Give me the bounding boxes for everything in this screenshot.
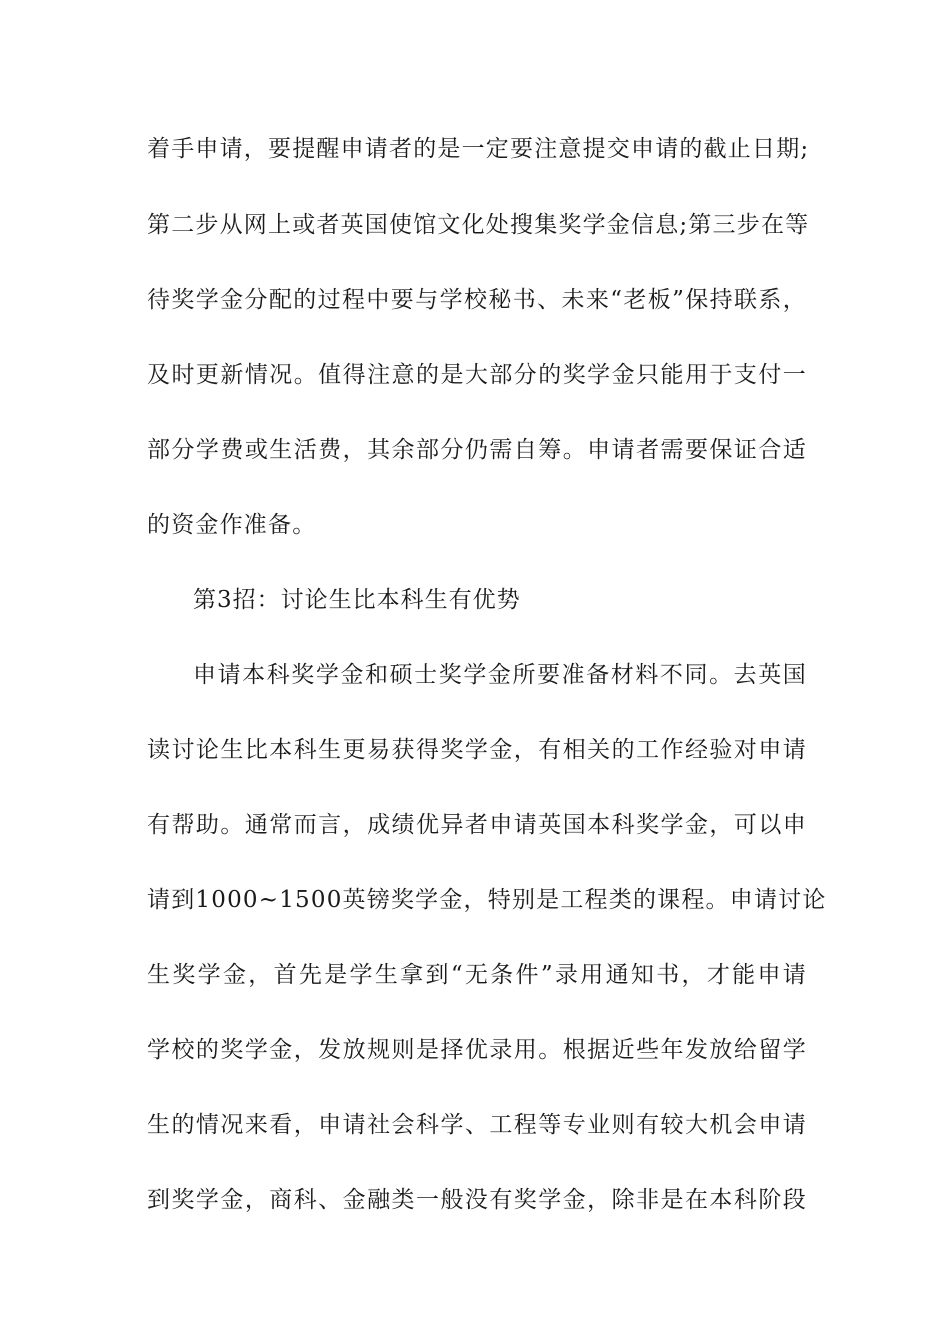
text-line: 学校的奖学金，发放规则是择优录用。根据近些年发放给留学 [147,1037,807,1063]
text-line: 部分学费或生活费，其余部分仍需自筹。申请者需要保证合适 [147,437,807,463]
text-line: 着手申请，要提醒申请者的是一定要注意提交申请的截止日期; [147,136,810,162]
text-line: 到奖学金，商科、金融类一般没有奖学金，除非是在本科阶段 [147,1187,807,1213]
text-line: 读讨论生比本科生更易获得奖学金，有相关的工作经验对申请 [147,737,807,763]
text-line: 及时更新情况。值得注意的是大部分的奖学金只能用于支付一 [147,362,807,388]
text-line: 有帮助。通常而言，成绩优异者申请英国本科奖学金，可以申 [147,812,807,838]
text-line: 生奖学金，首先是学生拿到“无条件”录用通知书，才能申请 [147,962,807,988]
text-line: 生的情况来看，申请社会科学、工程等专业则有较大机会申请 [147,1112,807,1138]
text-line: 的资金作准备。 [147,512,317,538]
text-line: 第二步从网上或者英国使馆文化处搜集奖学金信息;第三步在等 [147,212,810,238]
text-line: 待奖学金分配的过程中要与学校秘书、未来“老板”保持联系， [147,287,807,313]
text-line: 申请本科奖学金和硕士奖学金所要准备材料不同。去英国 [193,662,807,688]
section-heading: 第3招：讨论生比本科生有优势 [193,587,521,613]
text-line: 请到1000~1500英镑奖学金，特别是工程类的课程。申请讨论 [147,887,827,913]
